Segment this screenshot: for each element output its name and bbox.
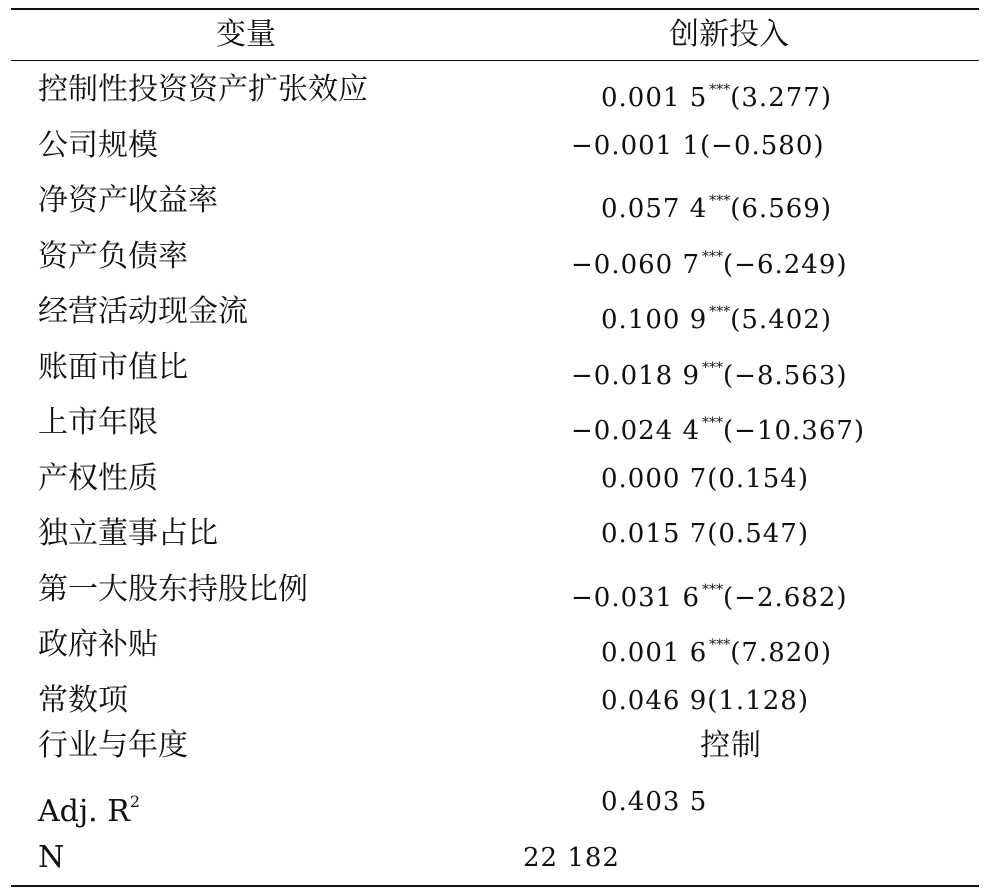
table-row	[0, 395, 992, 451]
significance-stars: ***	[709, 193, 731, 209]
t-statistic: (5.402)	[730, 305, 832, 335]
coefficient: 0.046 9	[601, 686, 708, 716]
t-statistic: (6.569)	[730, 194, 832, 224]
table-row	[0, 340, 992, 396]
coefficient: −0.001 1	[571, 131, 701, 161]
t-statistic: (7.820)	[730, 638, 832, 668]
row-label: 公司规模	[38, 128, 158, 163]
row-label: 账面市值比	[38, 350, 188, 385]
t-statistic: (−6.249)	[723, 250, 848, 280]
table-row-n	[0, 830, 992, 886]
header-variable: 变量	[216, 17, 276, 52]
t-statistic: (−10.367)	[723, 416, 866, 446]
row-value	[571, 118, 825, 174]
row-value: 22 182	[523, 843, 620, 873]
table-row	[0, 284, 992, 340]
row-label: 行业与年度	[38, 728, 188, 763]
row-label: 经营活动现金流	[38, 294, 248, 329]
coefficient: −0.018 9	[571, 361, 701, 391]
significance-stars: ***	[709, 304, 731, 320]
coefficient: 0.015 7	[601, 519, 708, 549]
coefficient: −0.031 6	[571, 583, 701, 613]
row-label: N	[38, 840, 65, 875]
t-statistic: (−0.580)	[700, 131, 825, 161]
row-value	[601, 62, 832, 126]
t-statistic: (0.547)	[707, 519, 809, 549]
row-value	[601, 451, 809, 507]
table-row	[0, 173, 992, 229]
row-label: 第一大股东持股比例	[38, 572, 308, 607]
significance-stars: ***	[709, 637, 731, 653]
table-row-adj-r2	[0, 774, 992, 830]
top-rule	[11, 8, 979, 10]
table-row	[0, 506, 992, 562]
row-value: 0.403 5	[601, 787, 708, 817]
table-row	[0, 617, 992, 673]
table-row	[0, 229, 992, 285]
coefficient: 0.057 4	[601, 194, 708, 224]
row-label: 净资产收益率	[38, 183, 218, 218]
coefficient: 0.100 9	[601, 305, 708, 335]
coefficient: −0.060 7	[571, 250, 701, 280]
table-row	[0, 118, 992, 174]
table-row-industry-year	[0, 718, 992, 774]
coefficient: 0.000 7	[601, 464, 708, 494]
coefficient: 0.001 5	[601, 83, 708, 113]
coefficient: −0.024 4	[571, 416, 701, 446]
row-value	[601, 173, 832, 237]
table-row	[0, 62, 992, 118]
bottom-rule	[11, 885, 979, 887]
row-label: 独立董事占比	[38, 516, 218, 551]
table-row	[0, 451, 992, 507]
header-rule	[11, 60, 979, 61]
row-label: 常数项	[38, 683, 128, 718]
t-statistic: (1.128)	[707, 686, 809, 716]
significance-stars: ***	[702, 582, 724, 598]
significance-stars: ***	[702, 360, 724, 376]
header-innovation-input: 创新投入	[669, 17, 789, 52]
significance-stars: ***	[702, 415, 724, 431]
adj-r-label: Adj. R	[38, 794, 130, 829]
significance-stars: ***	[709, 82, 731, 98]
row-label: 控制性投资资产扩张效应	[38, 72, 368, 107]
table-row	[0, 562, 992, 618]
t-statistic: (−2.682)	[723, 583, 848, 613]
row-value	[571, 395, 865, 459]
row-value	[601, 284, 832, 348]
row-value	[601, 617, 832, 681]
t-statistic: (−8.563)	[723, 361, 848, 391]
t-statistic: (3.277)	[730, 83, 832, 113]
row-label: 政府补贴	[38, 627, 158, 662]
row-value: 控制	[700, 728, 762, 763]
adj-r-superscript: 2	[129, 792, 141, 811]
row-value	[601, 506, 809, 562]
t-statistic: (0.154)	[707, 464, 809, 494]
row-label: 资产负债率	[38, 239, 188, 274]
row-label: 产权性质	[38, 461, 158, 496]
row-label: 上市年限	[38, 405, 158, 440]
coefficient: 0.001 6	[601, 638, 708, 668]
significance-stars: ***	[702, 249, 724, 265]
